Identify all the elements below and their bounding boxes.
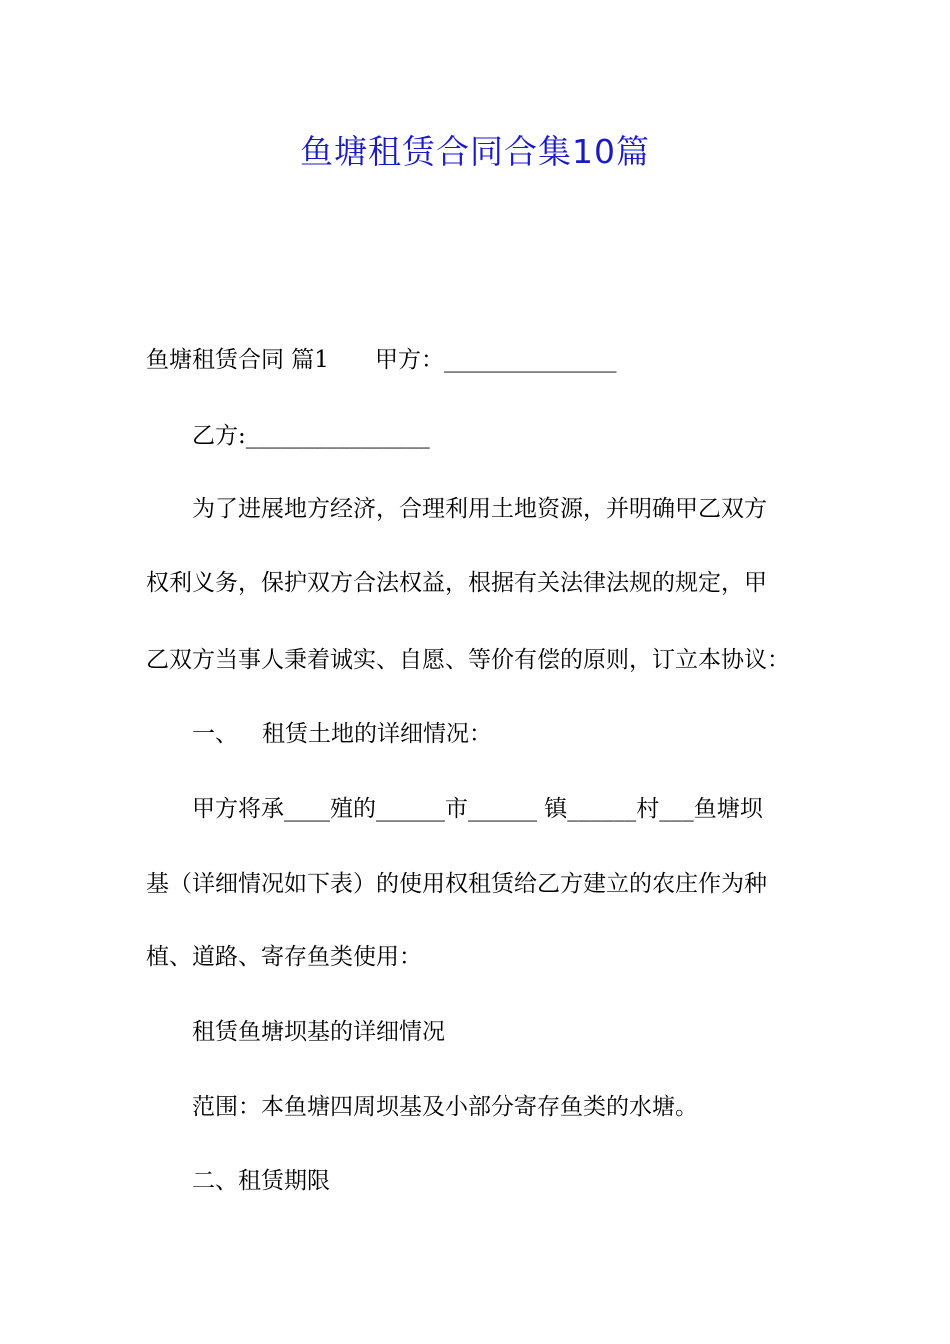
- intro-paragraph-line-2: 权利义务，保护双方合法权益，根据有关法律法规的规定，甲: [146, 570, 767, 596]
- intro-paragraph-line-3: 乙双方当事人秉着诚实、自愿、等价有偿的原则，订立本协议：: [146, 647, 790, 673]
- section-1-number: 一、: [192, 721, 238, 747]
- section-1-body-line-1: 甲方将承____殖的______市______ 镇______村___鱼塘坝: [192, 796, 763, 822]
- party-a-field: 甲方：_______________: [374, 347, 617, 373]
- section-1-body-line-3: 植、道路、寄存鱼类使用：: [146, 944, 422, 970]
- contract-heading-line: [146, 340, 816, 380]
- contract-heading: 鱼塘租赁合同 篇1: [146, 347, 329, 373]
- section-2-heading: 二、租赁期限: [192, 1168, 330, 1194]
- intro-paragraph-line-1: 为了进展地方经济，合理利用土地资源，并明确甲乙双方: [192, 496, 767, 522]
- party-b-field: 乙方:________________: [192, 423, 430, 449]
- document-title: 鱼塘租赁合同合集10篇: [300, 132, 650, 171]
- section-1-title: 租赁土地的详细情况：: [262, 721, 492, 747]
- scope-line: 范围：本鱼塘四周坝基及小部分寄存鱼类的水塘。: [192, 1094, 698, 1120]
- table-caption: 租赁鱼塘坝基的详细情况: [192, 1019, 445, 1045]
- section-1-heading: [192, 714, 862, 754]
- section-1-body-line-2: 基（详细情况如下表）的使用权租赁给乙方建立的农庄作为种: [146, 871, 767, 897]
